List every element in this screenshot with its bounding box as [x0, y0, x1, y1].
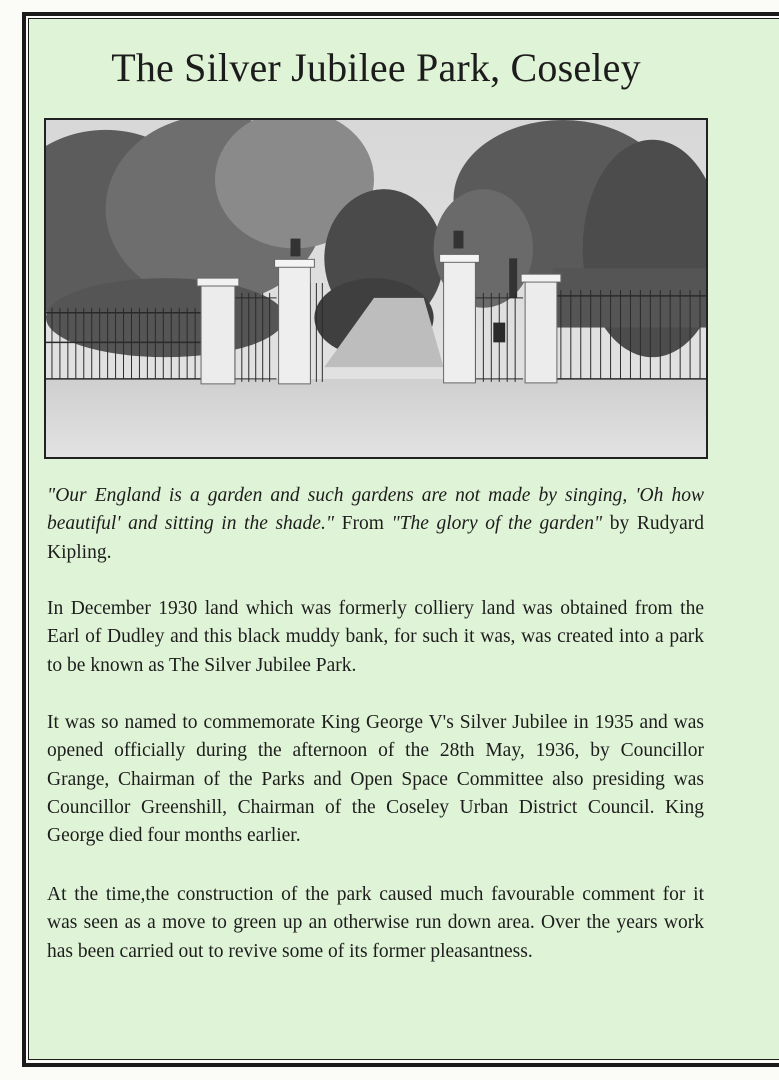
paragraph-2: It was so named to commemorate King George V's Silver Jubilee in 1935 and was opened officially during the afternoon of the 28th May, 1936, by Councillor Grange, Chairman of the Parks and Open Space Committee also presiding was Councillor Greenshill, Chairman of the Coseley Urban District Council. King George died four months earlier.	[47, 712, 704, 847]
park-gates-photo	[44, 118, 708, 459]
quote-italic-1: "Our England is a garden and such gardens are not made by singing, 'Oh how beautiful' and sitting in the shade."	[47, 485, 704, 535]
quote-italic-2: "The glory of the garden"	[391, 513, 603, 535]
quote-from: From	[334, 513, 392, 535]
quote-byline: by Rudyard Kipling.	[47, 513, 704, 563]
paragraph-1: In December 1930 land which was formerly colliery land was obtained from the Earl of Dudley and this black muddy bank, for such it was, was created into a park to be known as The Silver Jubilee Park.	[47, 598, 704, 676]
page-title: The Silver Jubilee Park, Coseley	[111, 45, 641, 90]
park-gates-illustration	[46, 120, 706, 457]
kipling-quote	[47, 482, 704, 567]
paragraph-3: At the time,the construction of the park caused much favourable comment for it was seen as a move to green up an otherwise run down area. Over the years work has been carried out to revive some of its former pleasantness.	[47, 884, 704, 962]
